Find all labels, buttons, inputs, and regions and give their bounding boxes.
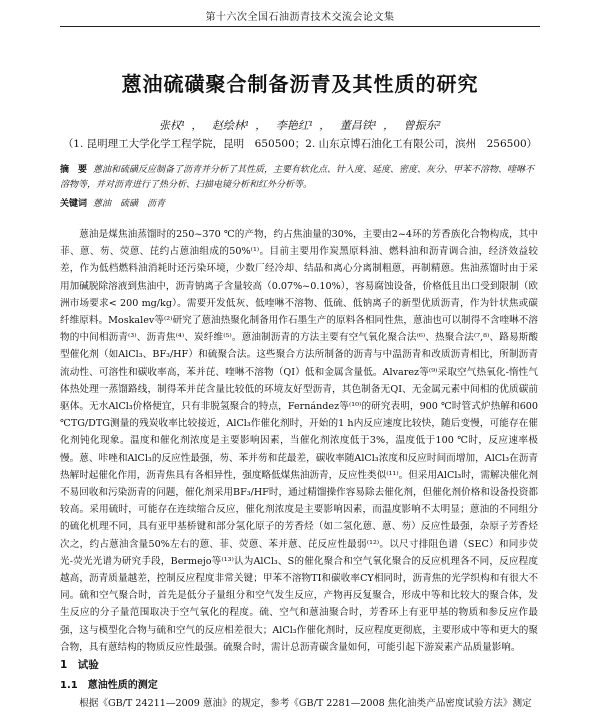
abstract-label: 摘 要	[60, 165, 88, 175]
running-head: 第十六次全国石油沥青技术交流会论文集	[60, 8, 540, 27]
abstract-text: 蒽油和硫磺反应制备了沥青并分析了其性质，主要有软化点、针入度、延度、密度、灰分、甲苯不溶物、喹啉不溶物等，并对沥青进行了热分析、扫描电镜分析和红外分析等。	[60, 165, 535, 190]
affiliation: （1. 昆明理工大学化学工程学院，昆明 650500；2. 山东京博石油化工有限公司，滨州 256500）	[62, 138, 538, 150]
keywords-text: 蒽油 硫磺 沥青	[93, 199, 166, 209]
abstract	[60, 163, 540, 193]
author: 李艳红¹	[275, 119, 314, 132]
section-heading: 1 试验	[60, 659, 99, 671]
paper-title: 蒽油硫磺聚合制备沥青及其性质的研究	[121, 72, 479, 96]
author: 曾振东²	[403, 119, 442, 132]
author: 赵绘林¹	[211, 119, 250, 132]
author-list: 张权¹ ， 赵绘林¹ ， 李艳红¹ ， 董昌铁¹ ， 曾振东²	[158, 119, 442, 132]
author: 张权¹	[158, 119, 186, 132]
body-paragraph: 蒽油是煤焦油蒸馏时的250~370 ℃的产物，约占焦油量的30%，主要由2~4环的芳香族化合物构成，其中菲、蒽、芴、荧蒽、芘约占蒽油组成的50%⁽¹⁾。目前主要用作炭黑原料油、燃料油和沥青调合油，经济效益较差，作为低档燃料油消耗时还污染环境，少数厂经冷却、结晶和离心分离制粗蒽，再制精蒽。焦油蒸馏时由于采用加碱脱除溶液到焦油中，沥青钠离子含量较高（0.07%~0.10%），容易腐蚀设备，价格低且出口受到限制（欧洲市场要求< 200 mg/kg）。需要开发低灰、低喹啉不溶物、低硫、低钠离子的新型优质沥青，作为针状焦或碳纤维原料。Moskalev等⁽²⁾研究了蒽油热聚化制备用作石墨生产的原料各相同性焦，蒽油也可以制得不含喹啉不溶物的中间相沥青⁽³⁾、沥青焦⁽⁴⁾、炭纤维⁽⁵⁾。蒽油制沥青的方法主要有空气氧化聚合法⁽⁶⁾、热聚合法⁽⁷,⁸⁾、路易斯酸型催化剂（如AlCl₃、BF₃/HF）和硫聚合法。这些聚合方法所制备的沥青与中温沥青和改质沥青相比，所制沥青流动性、可溶性和碳收率高，苯并芘、喹啉不溶物（QI）低和金属含量低。Alvarez等⁽⁹⁾采取空气热氧化-惰性气体热处理一蒸馏路线，制得苯并芘含量比较低的环境友好型沥青，其色制备无QI、无金属元素中间相的优质碳前驱体。无水AlCl₃价格便宜，只有非脱氢聚合的特点，Fernández等⁽¹⁰⁾的研究表明，900 ℃时管式炉热解和600 ℃TG/DTG测量的残炭收率比较接近，AlCl₃作催化剂时，开始的1 h内反应速度比较快，随后变慢，可能存在催化剂钝化现象。温度和催化剂浓度是主要影响因素，当催化剂浓度低于3%，温度低于100 ℃时，反应速率极慢。蒽、咔唑和AlCl₃的反应性最强，芴、苯并芴和芘最差，碳收率随AlCl₃浓度和反应时间而增加，AlCl₃在沥青热解时起催化作用，沥青焦具有各相异性，强度略低煤焦油沥青，反应性类似⁽¹¹⁾。但采用AlCl₃时，需解决催化剂不易回收和污染沥青的问题，催化剂采用BF₃/HF时，通过精馏操作容易除去催化剂，但催化剂价格和设备投资都较高。采用硫时，可能存在连续缩合反应，催化剂浓度是主要影响因素，而温度影响不太明显；蒽油的不同组分的硫化机理不同，具有亚甲基桥键和部分氢化原子的芳香烃（如二氢化蒽、蒽、芴）反应性最强，杂原子芳香烃次之，约占蒽油含量50%左右的蒽、菲、荧蒽、苯并蒽、芘反应性最弱⁽¹²⁾。以尺寸排阻色谱（SEC）和同步荧光-荧光光谱为研究手段，Bermejo等⁽¹³⁾认为AlCl₃、S的催化聚合和空气氧化聚合的反应机理各不同，反应程度越高，沥青质量越差，控制反应程度非常关键；甲苯不溶物TI和碳收率CY相同时，沥青焦的光学织构和有很大不同。硫和空气聚合时，首先是低分子量组分和空气发生反应，产物再反复聚合，形成中等和比较大的聚合体，发生反应的分子量范围取决于空气氧化的程度。硫、空气和蒽油聚合时，芳香环上有亚甲基的物质和参反应作最强，这与模型化合物与硫和空气的反应相差很大；AlCl₃作催化剂时，反应程度更彻底，主要形成中等和更大的聚合物，具有蒽结构的物质反应性最强。硫聚合时，需计总沥青碳含量如何，可能引起下游炭素产品质量影响。	[60, 229, 538, 653]
subsection-heading: 1.1 蒽油性质的测定	[60, 680, 158, 691]
body-paragraph-continued: 根据《GB/T 24211—2009 蒽油》的规定，参考《GB/T 2281—2008 焦化油类产品密度试验方法》测定	[79, 698, 532, 709]
author: 董昌铁¹	[339, 119, 378, 132]
keywords	[60, 196, 540, 209]
keywords-label: 关键词	[60, 199, 88, 209]
